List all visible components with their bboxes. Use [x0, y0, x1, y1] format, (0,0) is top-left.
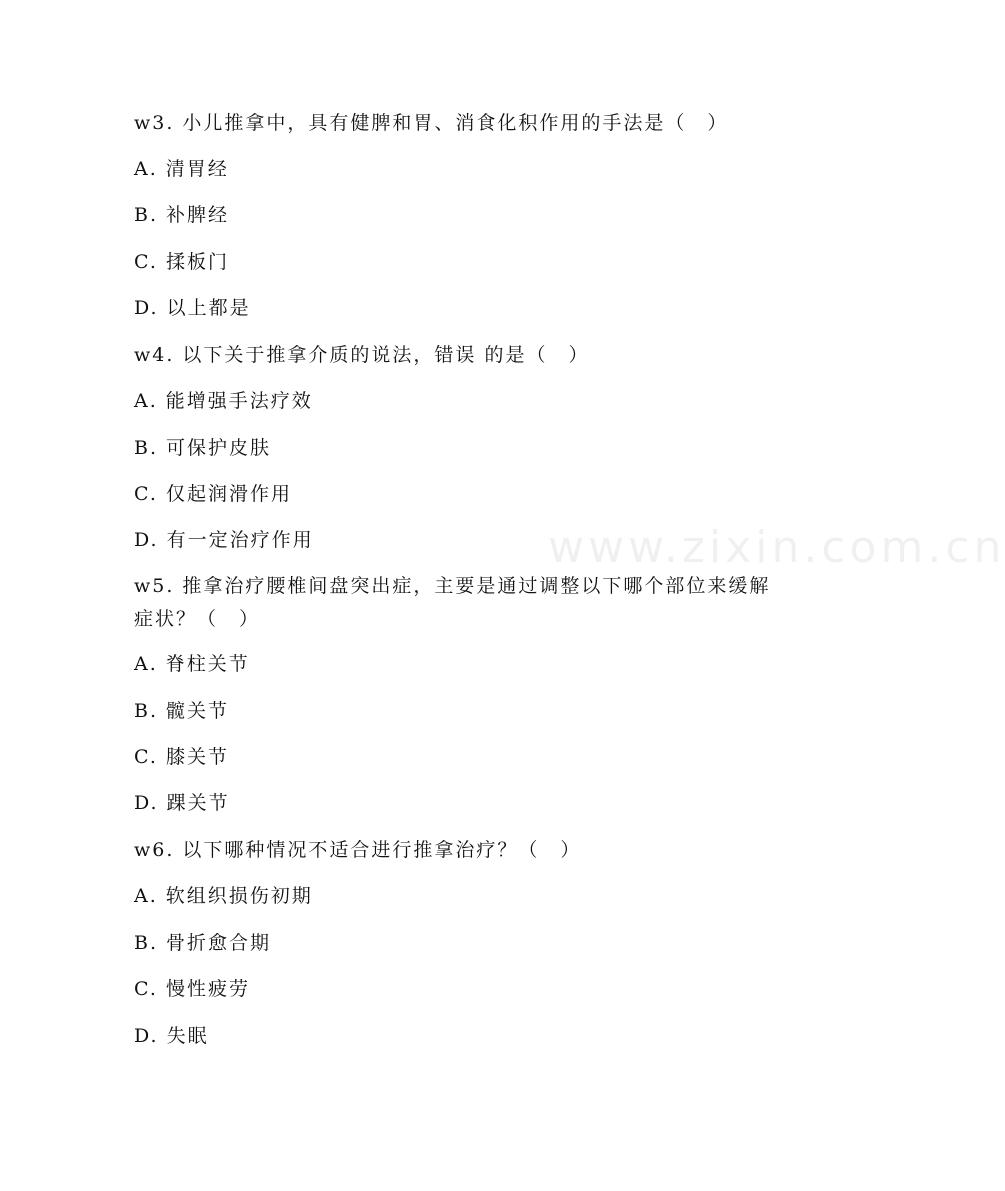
question-3-stem: w3. 小儿推拿中，具有健脾和胃、消食化积作用的手法是（ ） — [134, 112, 729, 134]
question-6-option-d: D. 失眠 — [134, 1025, 209, 1047]
question-4-stem: w4. 以下关于推拿介质的说法，错误 的是（ ） — [134, 344, 590, 366]
question-6-option-b: B. 骨折愈合期 — [134, 932, 272, 954]
question-3-option-b: B. 补脾经 — [134, 204, 230, 226]
question-6-stem: w6. 以下哪种情况不适合进行推拿治疗？（ ） — [134, 839, 582, 861]
question-5-option-a: A. 脊柱关节 — [134, 653, 250, 675]
question-4-option-a: A. 能增强手法疗效 — [134, 390, 313, 412]
watermark: www.zixin.com.cn — [548, 522, 1005, 573]
question-5-option-c: C. 膝关节 — [134, 746, 229, 768]
question-4-option-b: B. 可保护皮肤 — [134, 437, 272, 459]
question-4-option-c: C. 仅起润滑作用 — [134, 483, 292, 505]
question-5-option-d: D. 踝关节 — [134, 792, 230, 814]
question-6-option-c: C. 慢性疲劳 — [134, 978, 250, 1000]
question-6-option-a: A. 软组织损伤初期 — [134, 885, 313, 907]
question-4-option-d: D. 有一定治疗作用 — [134, 529, 314, 551]
question-3-option-c: C. 揉板门 — [134, 251, 229, 273]
question-5-stem: w5. 推拿治疗腰椎间盘突出症，主要是通过调整以下哪个部位来缓解症状？（ ） — [134, 575, 771, 630]
question-5-option-b: B. 髋关节 — [134, 700, 230, 722]
question-3-option-d: D. 以上都是 — [134, 297, 251, 319]
question-3-option-a: A. 清胃经 — [134, 158, 229, 180]
